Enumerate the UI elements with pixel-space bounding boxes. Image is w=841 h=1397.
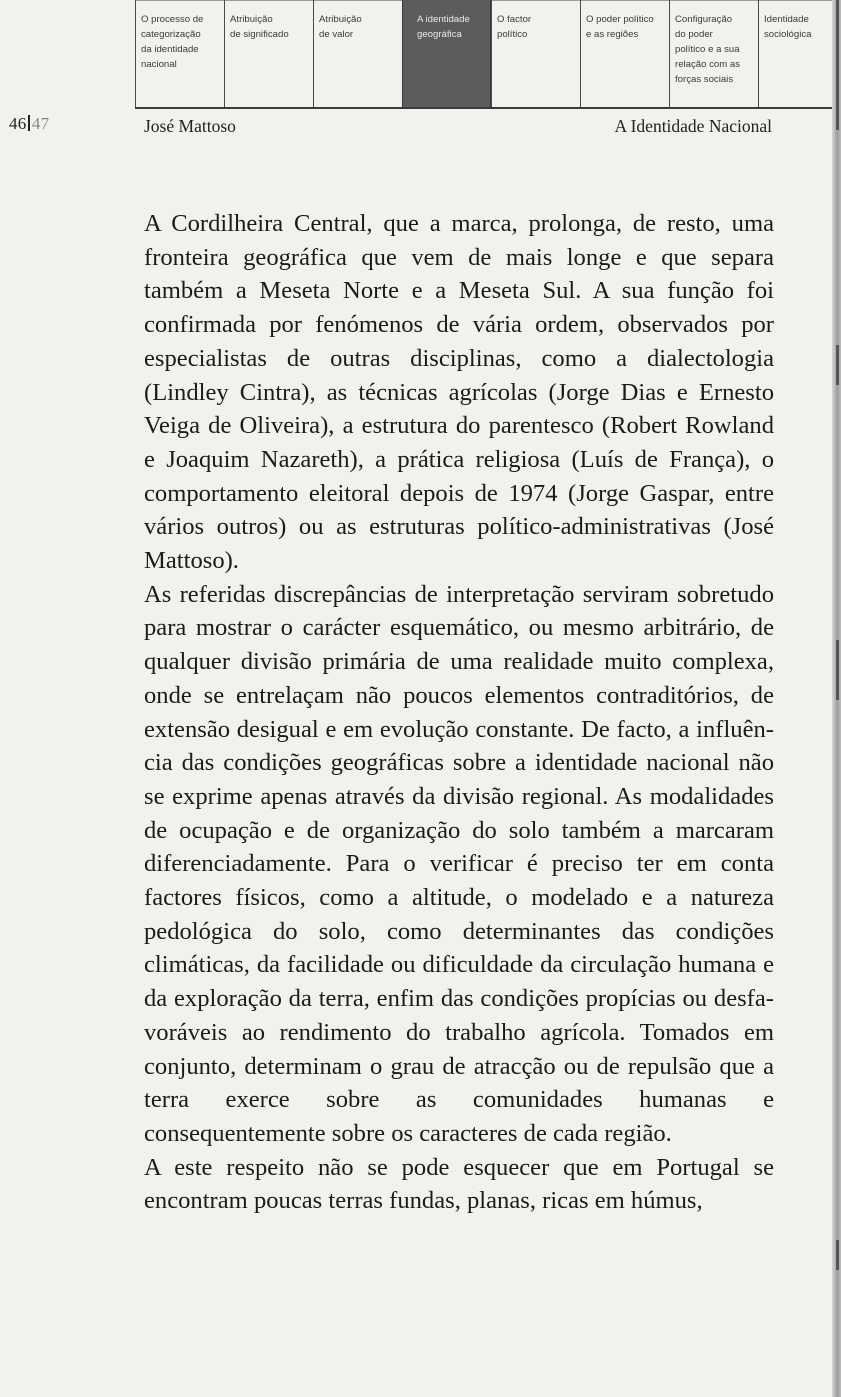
tab-identidade-sociologica[interactable]: Identidade sociológica (758, 0, 841, 107)
tab-atribuicao-valor[interactable]: Atribuição de valor (313, 0, 402, 107)
tab-atribuicao-significado[interactable]: Atribuição de significado (224, 0, 313, 107)
tab-processo-categorizacao[interactable]: O processo de categorização da identidade nacional (135, 0, 224, 107)
tab-factor-politico[interactable]: O factor político (491, 0, 580, 107)
running-header (0, 112, 841, 142)
paragraph: A este respeito não se pode esquecer que em Portugal se encontram poucas terras fundas, planas, ricas em húmus, (144, 1153, 774, 1215)
tab-identidade-geografica[interactable]: A identidade geográfica (402, 0, 491, 107)
edge-mark (836, 345, 839, 385)
body-text (144, 207, 774, 1218)
author-name: José Mattoso (144, 116, 236, 136)
nav-bottom-rule (135, 107, 841, 109)
book-title: A Identidade Nacional (614, 116, 772, 136)
tab-poder-politico-regioes[interactable]: O poder político e as regiões (580, 0, 669, 107)
page-number-separator (28, 115, 30, 131)
tab-configuracao-poder[interactable]: Configuração do poder político e a sua relação com as forças sociais (669, 0, 758, 107)
page-number-left: 46 (9, 114, 27, 133)
paragraph: A Cordilheira Central, que a marca, prolonga, de resto, uma fronteira geográfica que vem de mais longe e que separa também a Meseta Norte e a Meseta Sul. A sua função foi confirmada por fenómenos de vária ordem, observados por especialistas de outras disciplinas, como a dialectologia (Lindley Cintra), as técnicas agrícolas (Jorge Dias e Ernesto Veiga de Oliveira), a estrutura do parentesco (Robert Rowland e Joaquim Nazareth), a prática religiosa (Luís de França), o comportamento eleitoral depois de 1974 (Jorge Gaspar, entre vários outros) ou as estruturas político-administrativas (José Mattoso). (144, 210, 774, 575)
page-numbers (9, 114, 49, 134)
paragraph: As referidas discrepâncias de interpretação serviram sobretudo para mostrar o carácter esquemático, ou mesmo arbitrário, de qualquer divisão primária de uma realidade muito complexa, onde se entrelaçam não poucos elementos contraditórios, de extensão desigual e em evolução constante. De facto, a influência das condições geográficas sobre a identidade nacional não se exprime apenas através da divisão regional. As modalidades de ocupação e de organização do solo também a marcaram diferenciadamente. Para o verificar é preciso ter em conta factores físicos, como a altitude, o modelado e a natureza pedológica do solo, como determinantes das condições climáticas, da facilidade ou dificuldade da circulação humana e da exploração da terra, enfim das condições propícias ou desfavoráveis ao rendimento do trabalho agrícola. Tomados em conjunto, determinam o grau de atracção ou de repulsão que a terra exerce sobre as comunidades humanas e consequentemente sobre os caracteres de cada região. (144, 580, 774, 1147)
edge-mark (836, 1240, 839, 1270)
chapter-nav (135, 0, 841, 108)
edge-mark (836, 0, 839, 130)
page-number-right: 47 (31, 114, 50, 133)
edge-mark (836, 640, 839, 700)
